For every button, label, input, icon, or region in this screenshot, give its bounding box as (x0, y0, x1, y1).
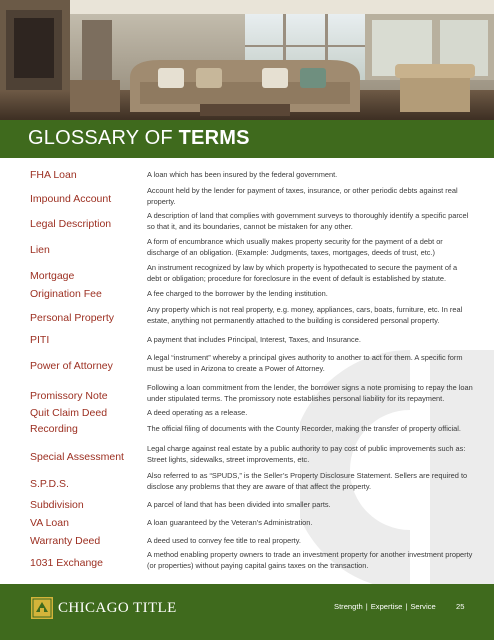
glossary-term: Origination Fee (30, 288, 102, 300)
glossary-definition: A description of land that complies with government surveys to thoroughly identify a specific parcel so that it, and its boundaries, cannot be mistaken for any other. (147, 211, 469, 231)
glossary-definition: Following a loan commitment from the lender, the borrower signs a note promising to repay the loan under stipulated terms. The promissory note establishes personal liability for its repayment. (147, 383, 473, 403)
glossary-term: FHA Loan (30, 169, 77, 181)
page-title (28, 127, 250, 150)
glossary-definition: A loan guaranteed by the Veteran’s Administration. (147, 518, 313, 527)
title-band (0, 120, 494, 158)
glossary-definition: Also referred to as “SPUDS,” is the Seller’s Property Disclosure Statement. Sellers are required to disclose any problems that they are aware of that affect the property. (147, 471, 468, 491)
glossary-definition: A payment that includes Principal, Interest, Taxes, and Insurance. (147, 335, 361, 344)
chicago-title-logo (31, 597, 199, 619)
glossary-definition: Any property which is not real property, e.g. money, appliances, cars, boats, furniture, etc. In real estate, anything not permanently attached to the building is considered personal property. (147, 305, 463, 325)
glossary-definition: A loan which has been insured by the federal government. (147, 170, 338, 179)
glossary-term: S.P.D.S. (30, 478, 69, 490)
tagline-strength: Strength (334, 602, 363, 611)
glossary-definition: The official filing of documents with the County Recorder, making the transfer of property official. (147, 424, 461, 433)
page-title-light: GLOSSARY OF (28, 127, 179, 149)
tagline-expertise: Expertise (370, 602, 403, 611)
glossary-term: Lien (30, 244, 50, 256)
glossary-definition: A legal “instrument” whereby a principal gives authority to another to act for them. A specific form must be used in Arizona to create a Power of Attorney. (147, 353, 463, 373)
glossary-definition: A method enabling property owners to trade an investment property for another investment property (or properties) without paying capital gains taxes on the transaction. (147, 550, 473, 570)
glossary-definition: A parcel of land that has been divided into smaller parts. (147, 500, 331, 509)
glossary-term: Legal Description (30, 218, 112, 230)
glossary-term: VA Loan (30, 517, 69, 529)
glossary-term: PITI (30, 334, 50, 346)
glossary-definition: A deed used to convey fee title to real property. (147, 536, 301, 545)
hero-photo (0, 0, 494, 120)
glossary-term: Mortgage (30, 270, 75, 282)
tagline-separator: | (405, 602, 408, 611)
living-room-image (0, 0, 494, 120)
glossary-term: Personal Property (30, 312, 115, 324)
footer-tagline (334, 602, 436, 611)
page-title-bold: TERMS (178, 127, 250, 149)
brand-name: CHICAGO TITLE (58, 600, 177, 616)
chicago-title-seal-icon (31, 597, 53, 619)
glossary-definition: A form of encumbrance which usually makes property security for the payment of a debt or discharge of an obligation. (Example: Judgments, taxes, mortgages, deeds of trust, etc.) (147, 237, 443, 257)
glossary-definition: A fee charged to the borrower by the lending institution. (147, 289, 328, 298)
glossary-term: Promissory Note (30, 390, 108, 402)
glossary-term: Special Assessment (30, 451, 124, 463)
glossary-definition: Account held by the lender for payment of taxes, insurance, or other periodic debts against real property. (147, 186, 458, 206)
glossary-term: Quit Claim Deed (30, 407, 108, 419)
glossary-definition: An instrument recognized by law by which property is hypothecated to secure the payment of a debt or obligation; procedure for foreclosure in the event of default is established by statute. (147, 263, 458, 283)
footer-band (0, 584, 494, 640)
glossary-definition: Legal charge against real estate by a public authority to pay cost of public improvements such as: Street lights, sidewalks, street improvements, etc. (147, 444, 466, 464)
tagline-separator: | (365, 602, 368, 611)
tagline-service: Service (410, 602, 436, 611)
glossary-definition: A deed operating as a release. (147, 408, 248, 417)
glossary-term: Impound Account (30, 193, 112, 205)
page-number: 25 (456, 602, 465, 611)
glossary-term: Subdivision (30, 499, 84, 511)
glossary-term: 1031 Exchange (30, 557, 103, 569)
glossary-term: Recording (30, 423, 78, 435)
glossary-term: Warranty Deed (30, 535, 101, 547)
glossary-term: Power of Attorney (30, 360, 113, 372)
